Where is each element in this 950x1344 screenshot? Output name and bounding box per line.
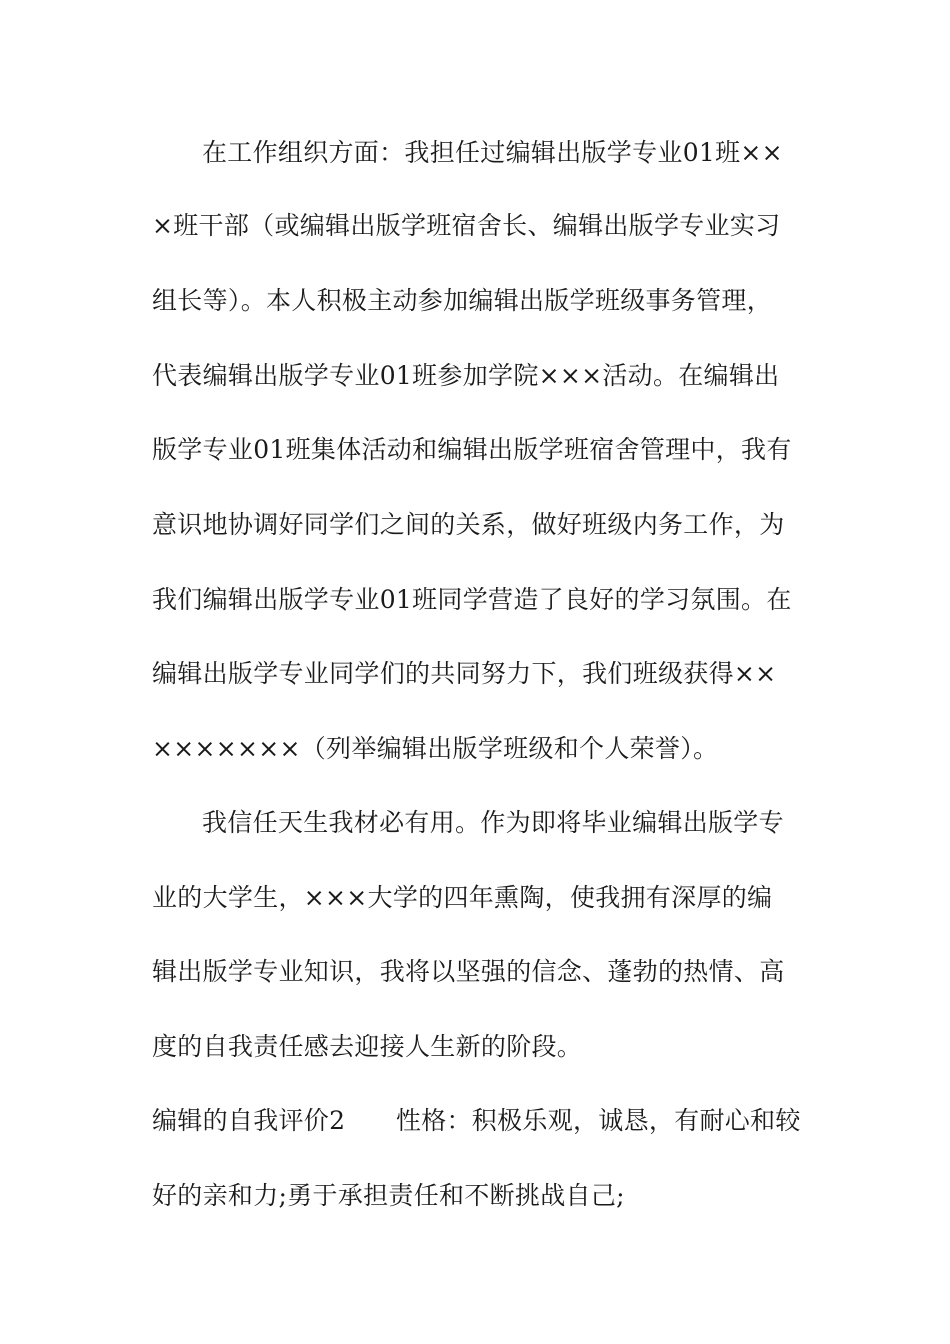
paragraph-1-line-4: 代表编辑出版学专业01班参加学院×××活动。在编辑出 [152,361,780,390]
paragraph-1-line-7: 我们编辑出版学专业01班同学营造了良好的学习氛围。在 [152,585,792,614]
paragraph-3-line-1: 编辑的自我评价2 性格：积极乐观，诚恳，有耐心和较 [152,1106,801,1135]
paragraph-1-line-1: 在工作组织方面：我担任过编辑出版学专业01班×× [202,138,783,167]
paragraph-1-line-6: 意识地协调好同学们之间的关系，做好班级内务工作，为 [152,510,785,539]
paragraph-1-line-9: ×××××××（列举编辑出版学班级和个人荣誉）。 [152,734,719,763]
paragraph-2-line-4: 度的自我责任感去迎接人生新的阶段。 [152,1032,583,1061]
paragraph-1-line-3: 组长等）。本人积极主动参加编辑出版学班级事务管理， [152,286,773,315]
paragraph-2-line-2: 业的大学生，×××大学的四年熏陶，使我拥有深厚的编 [152,883,773,912]
paragraph-1-line-5: 版学专业01班集体活动和编辑出版学班宿舍管理中，我有 [152,435,792,464]
paragraph-1-line-2: ×班干部（或编辑出版学班宿舍长、编辑出版学专业实习 [152,211,781,240]
paragraph-2-line-3: 辑出版学专业知识，我将以坚强的信念、蓬勃的热情、高 [152,957,785,986]
paragraph-2-line-1: 我信任天生我材必有用。作为即将毕业编辑出版学专 [202,808,784,837]
paragraph-1-line-8: 编辑出版学专业同学们的共同努力下，我们班级获得×× [152,659,777,688]
paragraph-3-line-2: 好的亲和力;勇于承担责任和不断挑战自己; [152,1181,625,1210]
